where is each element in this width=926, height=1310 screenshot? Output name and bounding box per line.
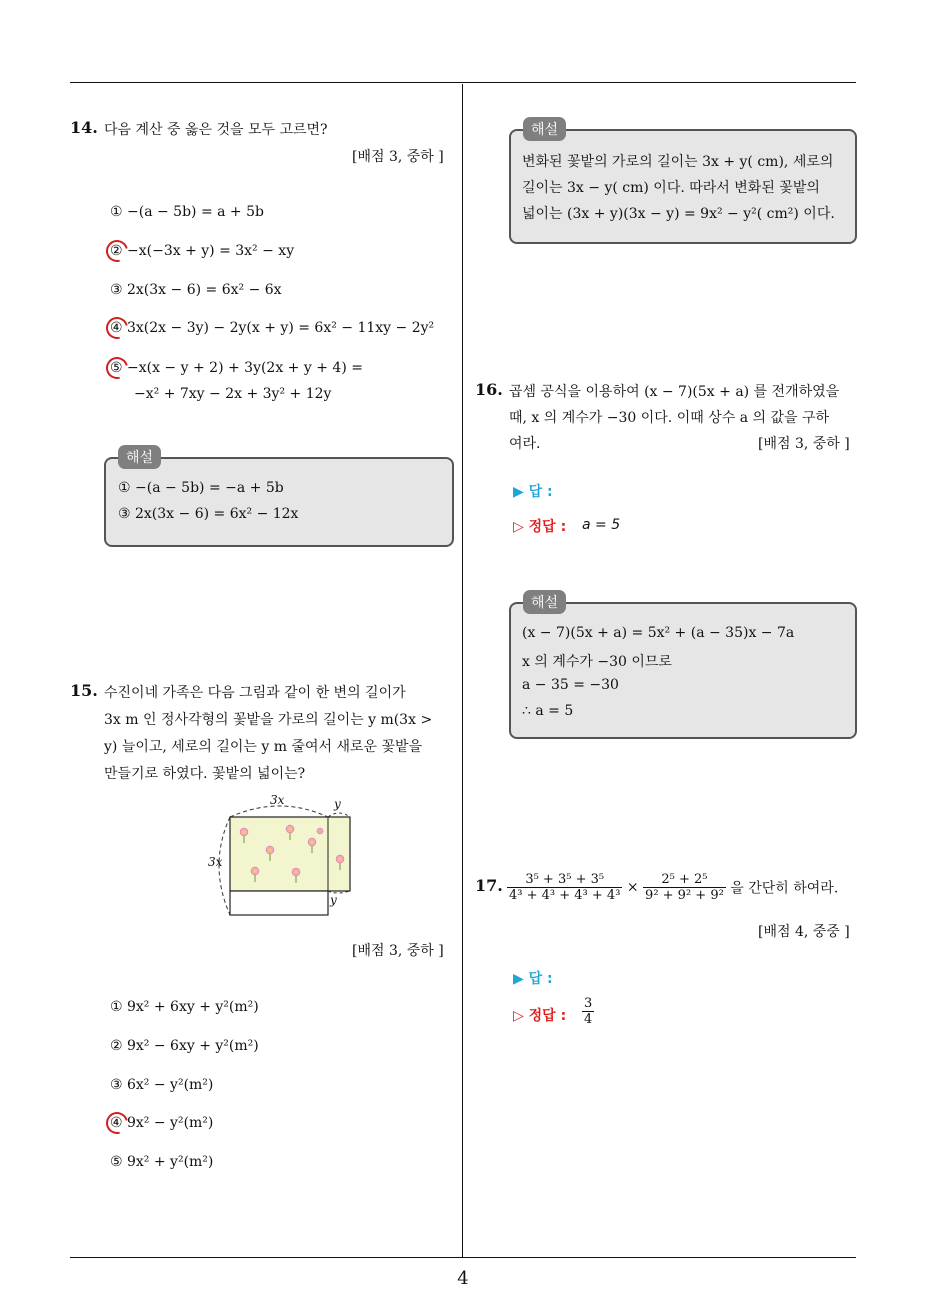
q17-correct-value: [582, 996, 594, 1027]
q15-number: 15.: [70, 681, 98, 700]
q17-expression: [507, 872, 838, 903]
q15-line: 수진이네 가족은 다음 그림과 같이 한 변의 길이가: [104, 685, 406, 701]
q14-explanation-line: ③ 2x(3x − 6) = 6x² − 12x: [118, 506, 299, 522]
q14-explanation-line: ① −(a − 5b) = −a + 5b: [118, 480, 284, 496]
fraction-denominator: 9² + 9² + 9²: [645, 888, 724, 903]
q14-meta: [배점 3, 중하 ]: [352, 149, 444, 165]
q16-explanation-tag: 해설: [523, 590, 566, 614]
q15-line: y) 늘이고, 세로의 길이는 y m 줄여서 새로운 꽃밭을: [104, 739, 423, 755]
q15-explanation-line: 넓이는 (3x + y)(3x − y) = 9x² − y²( cm²) 이다.: [522, 206, 835, 222]
figure-label-left: 3x: [208, 855, 223, 869]
q15-option-1[interactable]: ① 9x² + 6xy + y²(m²): [110, 999, 259, 1015]
q14-number: 14.: [70, 118, 98, 137]
fraction-denominator: 4: [584, 1012, 593, 1027]
q14-option-5[interactable]: ⑤ −x(x − y + 2) + 3y(2x + y + 4) =: [110, 360, 363, 376]
q15-meta: [배점 3, 중하 ]: [352, 943, 444, 959]
fraction-denominator: 4³ + 4³ + 4³ + 4³: [509, 888, 621, 903]
q16-answer-input[interactable]: [580, 478, 780, 500]
q17-fraction-1: [507, 872, 622, 903]
q16-explanation-line: x 의 계수가 −30 이므로: [522, 654, 672, 670]
q14-option-2[interactable]: ② −x(−3x + y) = 3x² − xy: [110, 243, 295, 259]
figure-label-top-right: y: [334, 797, 341, 811]
q16-line: 때, x 의 계수가 −30 이다. 이때 상수 a 의 값을 구하: [509, 410, 830, 426]
q14-option-3[interactable]: ③ 2x(3x − 6) = 6x² − 6x: [110, 282, 282, 298]
q16-answer-label: ▶ 답 :: [513, 484, 553, 500]
q17-fraction-2: [643, 872, 726, 903]
q17-answer-fraction: [582, 996, 594, 1027]
top-rule: [70, 82, 856, 83]
figure-label-top: 3x: [270, 793, 285, 807]
q16-explanation-line: ∴ a = 5: [522, 703, 574, 719]
q17-answer-input[interactable]: [580, 965, 780, 987]
q15-option-5[interactable]: ⑤ 9x² + y²(m²): [110, 1154, 214, 1170]
q15-explanation-line: 길이는 3x − y( cm) 이다. 따라서 변화된 꽃밭의: [522, 180, 820, 196]
q16-correct-value: a = 5: [582, 517, 621, 533]
times-sign: ×: [626, 879, 639, 896]
column-divider: [462, 84, 463, 1258]
fraction-numerator: 2⁵ + 2⁵: [643, 872, 726, 888]
q14-explanation-tag: 해설: [118, 445, 161, 469]
q16-correct-label: ▷ 정답 :: [513, 519, 567, 535]
q16-line: 곱셈 공식을 이용하여 (x − 7)(5x + a) 를 전개하였을: [509, 384, 840, 400]
flower-garden-figure: [200, 795, 360, 920]
selected-circle-mark: [102, 236, 132, 266]
q14-explanation-box: [104, 457, 454, 547]
bottom-rule: [70, 1257, 856, 1258]
q15-option-3[interactable]: ③ 6x² − y²(m²): [110, 1077, 214, 1093]
q16-number: 16.: [475, 380, 503, 399]
fraction-numerator: 3⁵ + 3⁵ + 3⁵: [507, 872, 622, 888]
q16-meta: [배점 3, 중하 ]: [758, 436, 850, 452]
q15-option-2[interactable]: ② 9x² − 6xy + y²(m²): [110, 1038, 259, 1054]
q15-line: 3x m 인 정사각형의 꽃밭을 가로의 길이는 y m(3x >: [104, 712, 433, 728]
q17-tail: 을 간단히 하여라.: [730, 880, 839, 897]
q16-explanation-line: (x − 7)(5x + a) = 5x² + (a − 35)x − 7a: [522, 625, 795, 641]
selected-circle-mark: [102, 313, 132, 343]
q17-correct-label: ▷ 정답 :: [513, 1008, 567, 1024]
q15-option-4[interactable]: ④ 9x² − y²(m²): [110, 1115, 214, 1131]
fraction-numerator: 3: [584, 996, 593, 1011]
q14-text: 다음 계산 중 옳은 것을 모두 고르면?: [104, 122, 328, 138]
selected-circle-mark: [102, 353, 132, 383]
selected-circle-mark: [102, 1108, 132, 1138]
page-number: 4: [457, 1268, 469, 1289]
q15-line: 만들기로 하였다. 꽃밭의 넓이는?: [104, 766, 306, 782]
q14-option-1[interactable]: ① −(a − 5b) = a + 5b: [110, 204, 264, 220]
q14-option-4[interactable]: ④ 3x(2x − 3y) − 2y(x + y) = 6x² − 11xy − 2y²: [110, 320, 435, 336]
q15-explanation-line: 변화된 꽃밭의 가로의 길이는 3x + y( cm), 세로의: [522, 154, 834, 170]
q15-explanation-tag: 해설: [523, 117, 566, 141]
q16-explanation-line: a − 35 = −30: [522, 677, 619, 693]
q14-option-5-continued: −x² + 7xy − 2x + 3y² + 12y: [134, 386, 332, 402]
q17-number: 17.: [475, 876, 503, 895]
figure-label-bottom-right: y: [330, 893, 337, 907]
q16-line: 여라.: [509, 436, 541, 452]
q17-meta: [배점 4, 중중 ]: [758, 924, 850, 940]
q17-answer-label: ▶ 답 :: [513, 971, 553, 987]
